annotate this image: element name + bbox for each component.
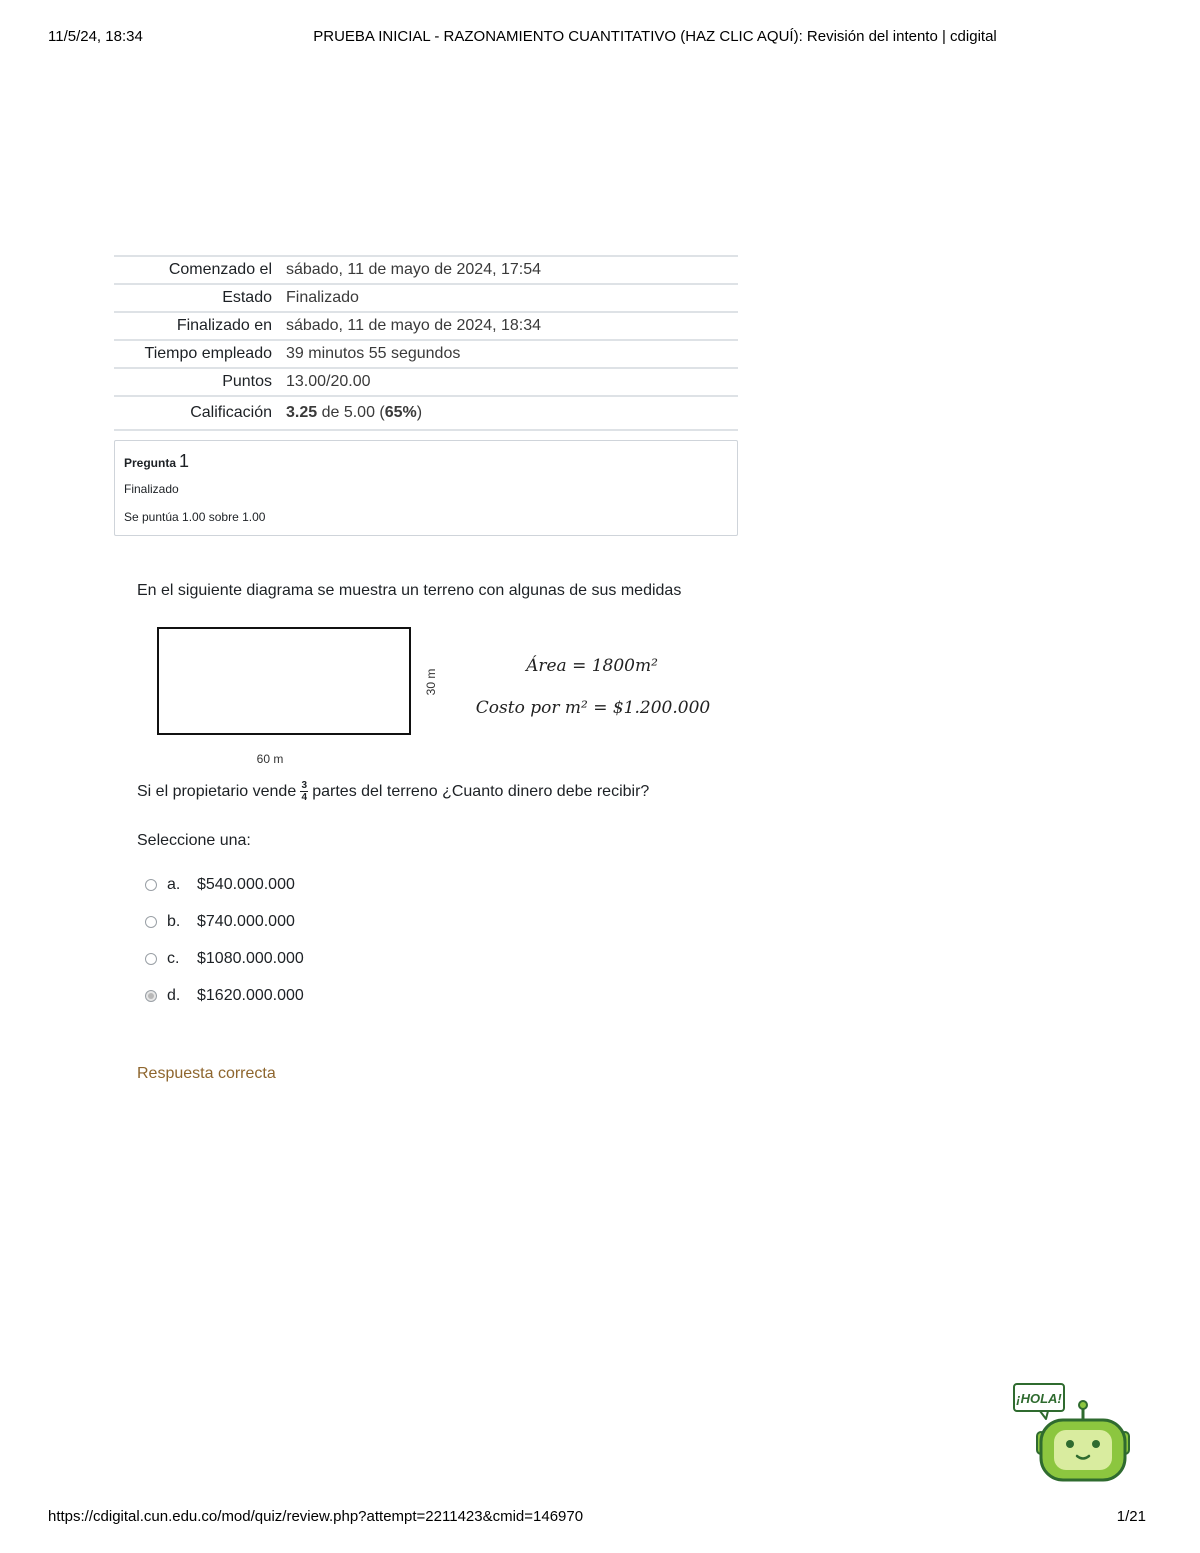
radio-button[interactable] (145, 879, 157, 891)
grade-of: de 5.00 ( (317, 404, 385, 421)
summary-label: Puntos (222, 373, 272, 390)
width-label: 60 m (256, 752, 284, 766)
question-info-box (114, 440, 738, 536)
chatbot-icon[interactable] (1010, 1380, 1135, 1485)
question-grade: Se puntúa 1.00 sobre 1.00 (124, 510, 266, 524)
summary-value: sábado, 11 de mayo de 2024, 17:54 (286, 261, 542, 278)
radio-button[interactable] (145, 953, 157, 965)
option-text: $740.000.000 (197, 912, 295, 930)
terrain-rectangle (158, 628, 410, 734)
grade-label: Calificación (190, 404, 272, 421)
summary-row (114, 256, 738, 284)
summary-value: Finalizado (286, 289, 359, 306)
summary-row (114, 340, 738, 368)
question-label: Pregunta (124, 456, 177, 470)
answer-options (145, 866, 304, 1014)
answer-option-a[interactable] (145, 866, 304, 903)
answer-feedback: Respuesta correcta (137, 1065, 276, 1082)
answer-option-d[interactable] (145, 977, 304, 1014)
option-letter: a. (167, 875, 181, 893)
print-header (48, 28, 1152, 48)
summary-row-grade (114, 396, 738, 430)
ask-after: partes del terreno ¿Cuanto dinero debe recibir? (312, 782, 650, 800)
attempt-summary-table (114, 255, 738, 431)
fraction (300, 780, 308, 803)
summary-label: Comenzado el (168, 261, 272, 278)
fraction-denominator: 4 (301, 792, 307, 803)
option-letter: b. (167, 912, 181, 930)
print-url: https://cdigital.cun.edu.co/mod/quiz/review.php?attempt=2211423&cmid=146970 (48, 1508, 584, 1525)
option-letter: d. (167, 986, 181, 1004)
print-footer (48, 1508, 1146, 1528)
fraction-numerator: 3 (301, 780, 307, 791)
option-letter: c. (167, 949, 180, 967)
question-number-value: 1 (179, 451, 190, 471)
terrain-diagram (150, 620, 720, 770)
grade-close: ) (416, 404, 423, 421)
print-datetime: 11/5/24, 18:34 (48, 28, 143, 45)
question-ask (137, 780, 649, 803)
area-formula: Área = 1800m² (526, 656, 658, 676)
height-label: 30 m (424, 668, 438, 696)
summary-row (114, 284, 738, 312)
cost-formula: Costo por m² = $1.200.000 (475, 698, 711, 718)
summary-value: sábado, 11 de mayo de 2024, 18:34 (286, 317, 542, 334)
grade-score: 3.25 (286, 404, 318, 421)
summary-row (114, 312, 738, 340)
summary-label: Estado (222, 289, 272, 306)
question-text: En el siguiente diagrama se muestra un terreno con algunas de sus medidas (137, 582, 682, 599)
chatbot-bubble (1014, 1384, 1064, 1419)
print-page-number: 1/21 (1116, 1508, 1146, 1525)
question-number (124, 451, 189, 472)
radio-button-selected[interactable] (145, 990, 157, 1002)
answer-option-c[interactable] (145, 940, 304, 977)
question-state: Finalizado (124, 482, 179, 496)
summary-row (114, 368, 738, 396)
ask-before: Si el propietario vende (137, 782, 297, 800)
option-text: $1620.000.000 (197, 986, 304, 1004)
summary-label: Tiempo empleado (144, 345, 272, 362)
grade-value (286, 396, 738, 430)
summary-value: 39 minutos 55 segundos (286, 345, 461, 362)
option-text: $540.000.000 (197, 875, 295, 893)
answer-option-b[interactable] (145, 903, 304, 940)
grade-percent: 65% (384, 404, 417, 421)
print-page-title: PRUEBA INICIAL - RAZONAMIENTO CUANTITATIVO (HAZ CLIC AQUÍ): Revisión del intento | cdigital (313, 28, 997, 45)
option-text: $1080.000.000 (197, 949, 304, 967)
select-prompt: Seleccione una: (137, 832, 251, 849)
summary-label: Finalizado en (176, 317, 272, 334)
chatbot-bubble-text: ¡HOLA! (1016, 1391, 1062, 1406)
radio-button[interactable] (145, 916, 157, 928)
summary-value: 13.00/20.00 (286, 373, 371, 390)
